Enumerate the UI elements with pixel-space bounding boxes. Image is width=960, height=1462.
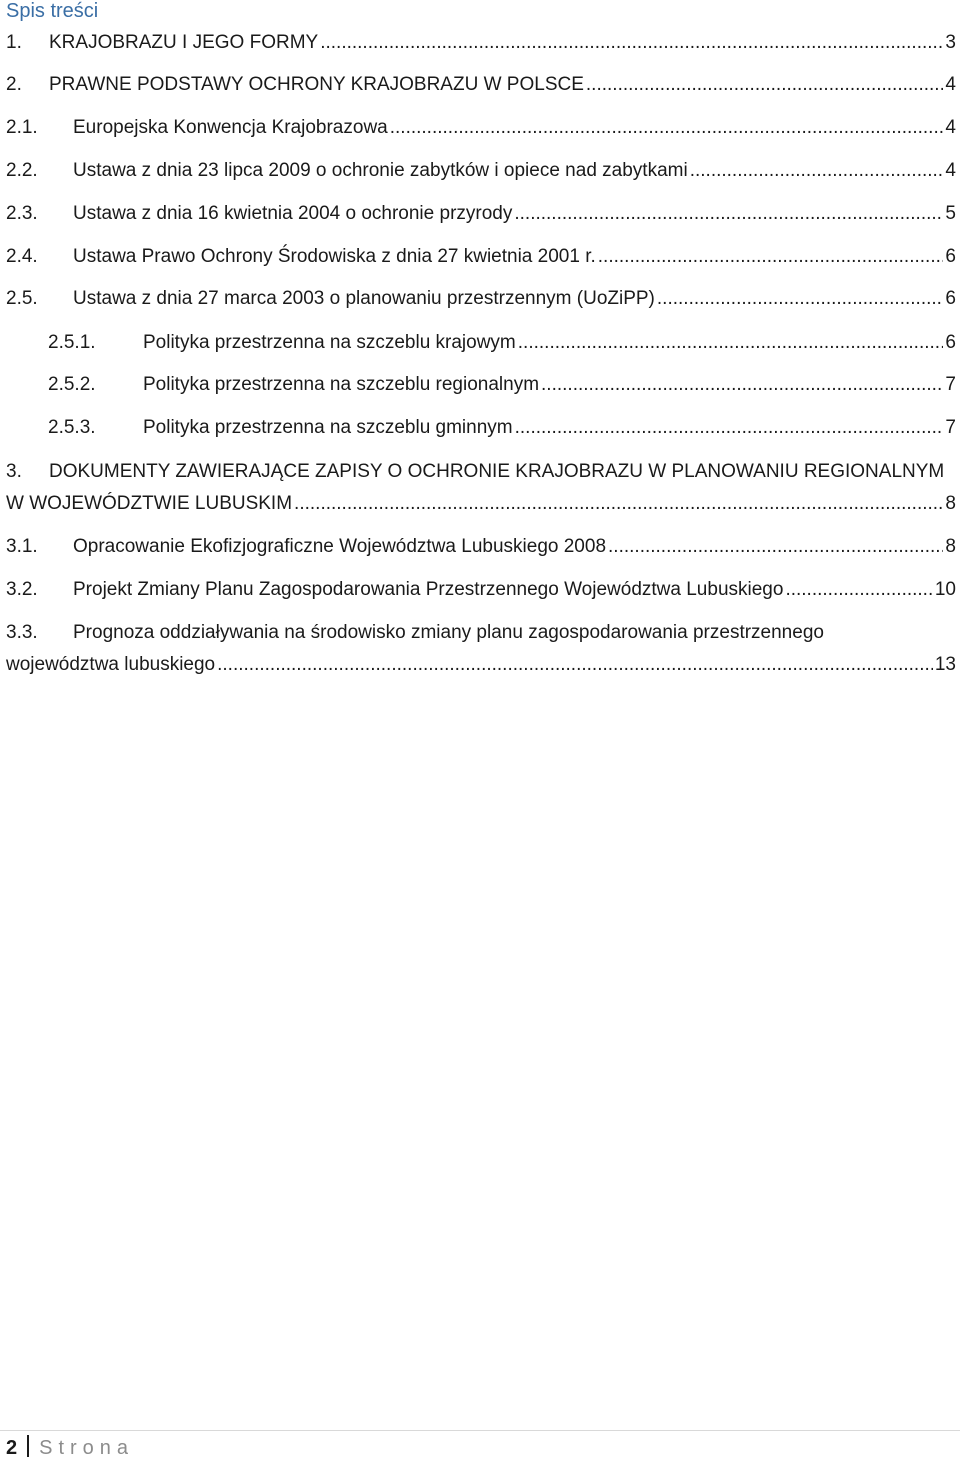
toc-entry[interactable] — [6, 284, 956, 314]
toc-entry[interactable] — [6, 489, 956, 519]
toc-leader-dots — [608, 532, 943, 562]
toc-entry-title: PRAWNE PODSTAWY OCHRONY KRAJOBRAZU W POLSCE — [49, 74, 584, 95]
toc-leader-dots — [598, 242, 944, 272]
toc-entry-number: 2.5. — [6, 288, 38, 309]
toc-entry-title: Ustawa z dnia 16 kwietnia 2004 o ochronie przyrody — [73, 203, 513, 224]
page-footer — [6, 1434, 134, 1462]
toc-entry[interactable] — [6, 28, 956, 58]
toc-entry-title: Ustawa z dnia 23 lipca 2009 o ochronie zabytków i opiece nad zabytkami — [73, 160, 688, 181]
toc-leader-dots — [690, 156, 944, 186]
toc-entry-number: 2.5.2. — [48, 374, 96, 395]
toc-entry-title: DOKUMENTY ZAWIERAJĄCE ZAPISY O OCHRONIE KRAJOBRAZU W PLANOWANIU REGIONALNYM — [49, 461, 945, 482]
toc-entry-title: KRAJOBRAZU I JEGO FORMY — [49, 32, 319, 53]
toc-entry[interactable] — [6, 650, 956, 680]
toc-entry[interactable] — [48, 413, 956, 443]
toc-leader-dots — [518, 328, 944, 358]
toc-entry-title: Ustawa z dnia 27 marca 2003 o planowaniu przestrzennym (UoZiPP) — [73, 288, 655, 309]
toc-entry[interactable] — [6, 242, 956, 272]
toc-entry-title: Polityka przestrzenna na szczeblu gminnym — [143, 417, 513, 438]
footer-page-label: Strona — [39, 1437, 135, 1459]
toc-entry-page: 5 — [945, 203, 956, 224]
toc-entry-number: 2.2. — [6, 160, 38, 181]
toc-entry-number: 3. — [6, 461, 22, 482]
toc-entry-title: Polityka przestrzenna na szczeblu krajowym — [143, 332, 516, 353]
toc-entry[interactable] — [6, 156, 956, 186]
toc-entry-number: 3.2. — [6, 579, 38, 600]
toc-entry-title-continued: województwa lubuskiego — [6, 654, 216, 675]
toc-entry-number: 2.1. — [6, 117, 38, 138]
toc-entry-title: Europejska Konwencja Krajobrazowa — [73, 117, 388, 138]
toc-entry-title: Prognoza oddziaływania na środowisko zmiany planu zagospodarowania przestrzennego — [73, 622, 824, 643]
toc-entry-title: Opracowanie Ekofizjograficzne Województwa Lubuskiego 2008 — [73, 536, 607, 557]
toc-leader-dots — [514, 199, 943, 229]
toc-entry-title: Polityka przestrzenna na szczeblu regionalnym — [143, 374, 540, 395]
toc-entry-page: 10 — [934, 579, 956, 600]
toc-entry-page: 4 — [945, 117, 956, 138]
toc-entry-page: 8 — [945, 536, 956, 557]
footer-divider — [0, 1430, 960, 1431]
toc-entry[interactable] — [48, 370, 956, 400]
toc-entry-number: 2.3. — [6, 203, 38, 224]
toc-leader-dots — [541, 370, 943, 400]
toc-leader-dots — [586, 70, 944, 100]
toc-entry-page: 4 — [945, 74, 956, 95]
toc-entry-page: 6 — [945, 246, 956, 267]
toc-entry-number: 3.3. — [6, 622, 38, 643]
toc-entry-page: 6 — [945, 332, 956, 353]
toc-entry-number: 2.4. — [6, 246, 38, 267]
toc-leader-dots — [294, 489, 943, 519]
toc-leader-dots — [515, 413, 944, 443]
toc-entry-page: 13 — [934, 654, 956, 675]
toc-entry-first-line[interactable] — [6, 457, 956, 487]
toc-entry-title: Projekt Zmiany Planu Zagospodarowania Przestrzennego Województwa Lubuskiego — [73, 579, 784, 600]
toc-entry-page: 8 — [945, 493, 956, 514]
toc-entry-page: 4 — [945, 160, 956, 181]
toc-entry-page: 6 — [945, 288, 956, 309]
toc-entry-number: 1. — [6, 32, 22, 53]
toc-entry[interactable] — [6, 199, 956, 229]
toc-entry-number: 2. — [6, 74, 22, 95]
toc-leader-dots — [785, 575, 932, 605]
toc-leader-dots — [390, 113, 944, 143]
toc-entry-title-continued: W WOJEWÓDZTWIE LUBUSKIM — [6, 493, 293, 514]
toc-entry-page: 7 — [945, 417, 956, 438]
toc-entry[interactable] — [6, 575, 956, 605]
toc-entry[interactable] — [6, 532, 956, 562]
toc-entry[interactable] — [6, 113, 956, 143]
footer-page-number: 2 — [6, 1437, 18, 1459]
toc-leader-dots — [320, 28, 943, 58]
toc-entry[interactable] — [6, 70, 956, 100]
toc-leader-dots — [217, 650, 933, 680]
toc-title: Spis treści — [6, 0, 99, 22]
toc-entry-page: 3 — [945, 32, 956, 53]
toc-entry[interactable] — [48, 328, 956, 358]
toc-entry-number: 2.5.1. — [48, 332, 96, 353]
toc-entry-first-line[interactable] — [6, 618, 956, 648]
toc-entry-number: 3.1. — [6, 536, 38, 557]
toc-entry-page: 7 — [945, 374, 956, 395]
toc-entry-title: Ustawa Prawo Ochrony Środowiska z dnia 27 kwietnia 2001 r. — [73, 246, 596, 267]
toc-entry-number: 2.5.3. — [48, 417, 96, 438]
footer-separator — [27, 1435, 29, 1457]
toc-leader-dots — [657, 284, 944, 314]
